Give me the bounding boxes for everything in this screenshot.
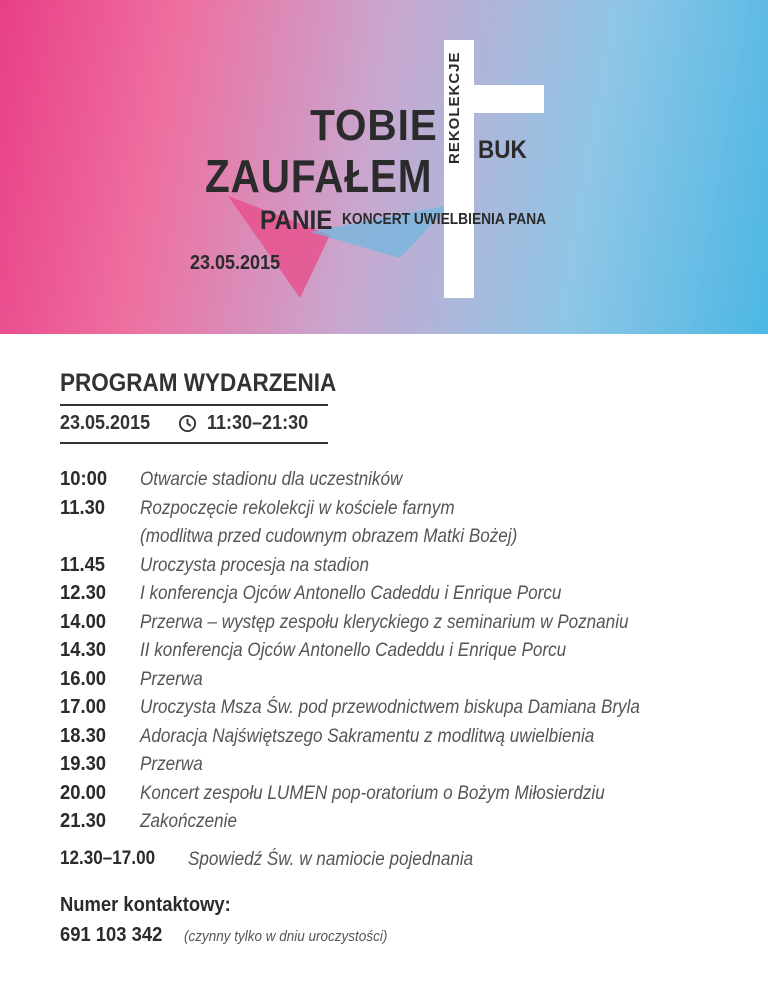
banner-date: 23.05.2015 <box>190 252 281 274</box>
schedule-description: Przerwa – występ zespołu kleryckiego z seminarium w Poznaniu <box>140 611 629 633</box>
program-hours: 11:30–21:30 <box>207 412 309 434</box>
contact-line <box>60 924 388 947</box>
program-date: 23.05.2015 <box>60 412 151 434</box>
schedule-time: 19.30 <box>60 753 107 775</box>
header-banner <box>0 0 768 334</box>
confession-time: 12.30–17.00 <box>60 848 156 869</box>
schedule-description: Uroczysta procesja na stadion <box>140 554 370 576</box>
divider <box>60 404 328 406</box>
schedule-time: 16.00 <box>60 667 107 690</box>
contact-phone: 691 103 342 <box>60 924 163 946</box>
schedule-time: 14.00 <box>60 610 107 633</box>
schedule-description: I konferencja Ojców Antonello Cadeddu i Enrique Porcu <box>140 583 562 604</box>
program-dateline <box>60 412 319 435</box>
schedule-description: Otwarcie stadionu dla uczestników <box>140 469 403 490</box>
schedule-description: Rozpoczęcie rekolekcji w kościele farnym <box>140 497 455 519</box>
contact-note: (czynny tylko w dniu uroczystości) <box>184 928 388 945</box>
schedule-description: Przerwa <box>140 754 203 775</box>
schedule-time: 20.00 <box>60 781 107 804</box>
schedule-time: 14.30 <box>60 639 107 661</box>
banner-title-line2: ZAUFAŁEM <box>205 150 433 202</box>
banner-subtitle: KONCERT UWIELBIENIA PANA <box>342 211 547 228</box>
confession-description: Spowiedź Św. w namiocie pojednania <box>188 849 474 870</box>
schedule-time: 21.30 <box>60 810 107 832</box>
schedule-time: 18.30 <box>60 724 107 747</box>
schedule-description: Zakończenie <box>140 811 237 832</box>
cross-horizontal-beam <box>466 85 544 113</box>
schedule-description: Adoracja Najświętszego Sakramentu z modlitwą uwielbienia <box>140 725 595 747</box>
schedule-description: Przerwa <box>140 668 203 690</box>
schedule-description: (modlitwa przed cudownym obrazem Matki Bożej) <box>140 526 518 547</box>
banner-title-line1: TOBIE <box>310 101 438 150</box>
schedule-description: Uroczysta Msza Św. pod przewodnictwem biskupa Damiana Bryla <box>140 697 640 718</box>
clock-icon <box>178 414 197 433</box>
schedule-time: 11.30 <box>60 496 106 519</box>
schedule-description: II konferencja Ojców Antonello Cadeddu i Enrique Porcu <box>140 640 567 661</box>
program-heading: PROGRAM WYDARZENIA <box>60 369 337 397</box>
schedule-time: 12.30 <box>60 582 107 604</box>
contact-label: Numer kontaktowy: <box>60 894 231 916</box>
schedule-time: 10:00 <box>60 468 108 490</box>
schedule-description: Koncert zespołu LUMEN pop-oratorium o Bożym Miłosierdziu <box>140 782 605 804</box>
banner-title-line3: PANIE <box>260 205 333 235</box>
confession-line <box>60 848 474 870</box>
banner-location: BUK <box>478 136 527 164</box>
schedule-time: 17.00 <box>60 696 107 718</box>
banner-vertical-label: REKOLEKCJE <box>446 51 463 164</box>
schedule-time: 11.45 <box>60 553 106 576</box>
divider <box>60 442 328 444</box>
